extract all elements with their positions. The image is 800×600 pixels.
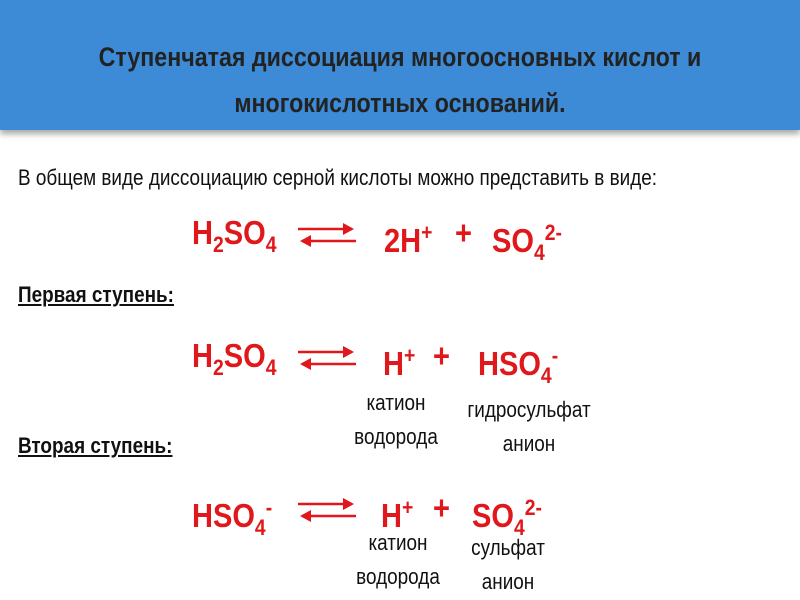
step2-anion-caption: сульфат анион (471, 535, 545, 594)
step2-product-cation: H+ (381, 495, 414, 534)
intro-text: В общем виде диссоциацию серной кислоты можно представить в виде: (18, 165, 658, 190)
title-line-2: многокислотных оснований. (234, 88, 566, 118)
equilibrium-arrow-icon (296, 344, 358, 372)
step1-product-cation: H+ (383, 343, 416, 382)
step2-product-anion: $SO_4^{2-}$ (472, 495, 542, 540)
step1-product-anion: $HSO_4^-$ (478, 343, 559, 388)
step1-plus: + (433, 337, 450, 374)
equilibrium-arrow-icon (296, 496, 358, 524)
step2-label: Вторая ступень: (18, 433, 173, 458)
slide-header (0, 0, 800, 130)
step2-plus: + (433, 489, 450, 526)
overall-product-anion: $SO_4^{2-}$ (492, 220, 562, 265)
overall-plus: + (455, 214, 472, 251)
slide-title (82, 34, 718, 126)
step1-reactant: $H_2SO_4$ (192, 337, 277, 380)
title-line-1: Ступенчатая диссоциация многоосновных кислот и (98, 42, 702, 72)
step1-anion-caption: гидросульфат анион (467, 397, 591, 456)
step1-label: Первая ступень: (18, 282, 174, 307)
step1-cation-caption: катион водорода (354, 390, 438, 449)
step2-reactant: $HSO_4^-$ (192, 495, 273, 540)
step2-cation-caption: катион водорода (356, 530, 440, 589)
overall-product-cation: 2H+ (384, 220, 433, 259)
overall-reactant: $H_2SO_4$ (192, 214, 277, 257)
equilibrium-arrow-icon (296, 221, 358, 249)
